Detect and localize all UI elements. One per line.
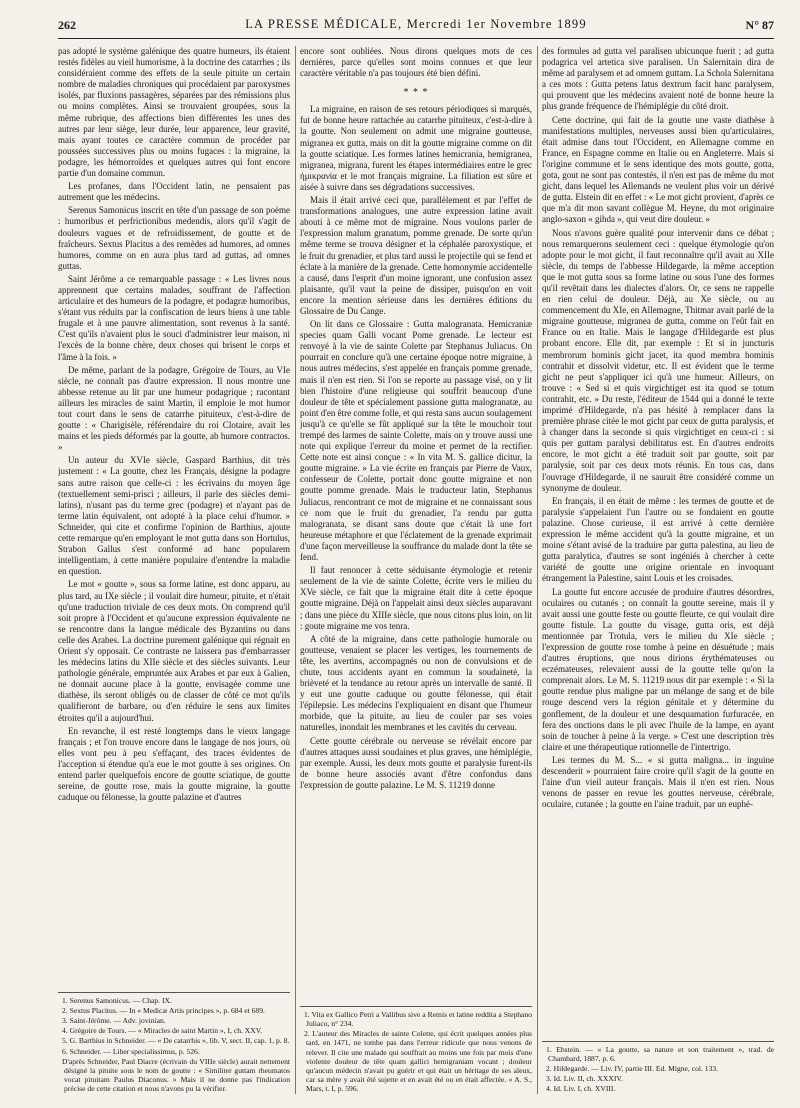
footnote: 3. Id. Liv. II, ch. XXXIV. (546, 1073, 623, 1083)
paragraph: Mais il était arrivé ceci que, parallèlement et par l'effet de transformations analogues, une autre expression latine avait abouti à ce même mot de migraine. Nous voulons parler de l'expression malum granatum, pomme grenade. De sorte qu'un même terme se trouva désigner et la céphalée paroxystique, et le fruit du grenadier, et plus tard aussi le projectile qui se fend et éclate à la manière de la grenade. Cette homonymie accidentelle a causé, dans l'esprit d'un moine ignorant, une confusion assez plaisante, qu'il vaut la peine de dissiper, puisqu'on en voit encore la mention sérieuse dans les dernières éditions du Glossaire de Du Cange. (300, 195, 532, 316)
footnote: 5. G. Barthius in Schneider. — « De catarrhis », lib. V, sect. II, cap. 1, p. 8. (62, 1036, 290, 1046)
footnote: 6. Schneider. — Liber specialissimus, p. 526. (62, 1046, 200, 1056)
footnote: 1. Serenus Samonicus. — Chap. IX. (62, 996, 172, 1006)
column-rule (295, 46, 296, 1094)
footnote: 4. Grégoire de Tours. — « Miracles de saint Martin », I, ch. XXV. (62, 1026, 263, 1036)
paragraph: De même, parlant de la podagre, Grégoire de Tours, au VIe siècle, ne connaît pas d'autre expression. Il nous montre une abbesse retenue au lit par une humeur podagrique ; racontant ailleurs les miracles de saint Martin, il emploie le mot humor tout court dans le sens de catarrhe pituiteux, c'est-à-dire de goutte : « Charigisèle, référendaire du roi Clotaire, avait les mains et les pieds déformés par la goutte, ab humore contractos. » (58, 364, 290, 453)
paragraph: Saint Jérôme a ce remarquable passage : « Les livres nous apprennent que certains malades, souffrant de l'affection articulaire et des humeurs de la podagre, et podagræ humoribus, s'étant vus réduits par la confiscation de leurs biens à une table frugale et à une pauvre alimentation, sont revenus à la santé. C'est qu'ils n'avaient plus le souci d'administrer leur maison, ni l'excès de la bonne chère, deux choses qui brisent le corps et l'âme à la fois. » (58, 273, 290, 362)
paragraph: Un auteur du XVIe siècle, Gaspard Barthius, dit très justement : « La goutte, chez les Français, désigne la podagre sans autre raison que celle-ci : les écrivains du moyen âge (textuellement semi-prisci ; ailleurs, il parle des siècles demi-latins), n'usant pas du terme grec (podagre) et n'ayant pas de terme latin équivalent, ont adopté à la place celui d'humor. » Schneider, qui cite et confirme l'opinion de Barthius, ajoute cette remarque qu'en employant le mot gutta dans son Hortulus, Strabon Gallus s'est conformé ad hanc popularem intelligentiam, à cette manière populaire d'entendre la maladie en question. (58, 455, 290, 577)
footnote: D'après Schneider, Paul Diacre (écrivain du VIIIe siècle) aurait nettement désigné la pituite sous le nom de goutte : « Similiter guttam rheumatos vocat pituitam Paulus Diaconus. » Mais il ne donne pas l'indication précise de cette citation et nous n'avons pu la vérifier. (62, 1056, 290, 1093)
paragraph: des formules ad gutta vel paralisen ubicunque fuerit ; ad gutta podagrica vel artetica sive paralisen. Un Salernitain dira de même ad paralysem et ad omnem guttam. La Schola Salernitana a ces mots : Gutta petens latus dextrum facit hanc paralysem, qui prouvent que les médecins avaient noté de bonne heure la plus grande fréquence de l'hémiplégie du côté droit. (542, 46, 774, 112)
footnote: 4. Id. Liv. I, ch. XVIII. (546, 1083, 616, 1093)
journal-title: LA PRESSE MÉDICALE, Mercredi 1er Novembre 1899 (245, 17, 587, 31)
paragraph: Serenus Samonicus inscrit en tête d'un passage de son poème : humoribus et perfrictionibus medendis, alors qu'il s'agit de douleurs vagues et de refroidissement, de goutte et de fraîcheurs. Sextus Placitus a des remèdes ad humores, ad omnes humores, comme on en aura plus tard ad guttas, ad omnes guttas. (58, 205, 290, 271)
footnote: 2. L'auteur des Miracles de sainte Colette, qui écrit quelques années plus tard, en 1471, ne tombe pas dans l'erreur ridicule que nous venons de relever. Il cite une malade qui souffrait au moins une fois par mois d'une violente douleur de tête quam gallici hemigraniam vocant ; douleur qu'aucun médecin n'avait pu guérir et qui était un héritage de ses aïeux, car sa mère y avait été sujette et en avait été ou en était affectée. « A. S., Mars, t. I, p. 596. (304, 1029, 532, 1093)
paragraph: Le mot « goutte », sous sa forme latine, est donc apparu, au plus tard, au IXe siècle ; il voulait dire humeur, pituite, et n'était qu'une traduction triviale de ces deux mots. On comprend qu'il soit propre à l'Occident et qu'aucune expression équivalente ne se rencontre dans la langue médicale des Byzantins ou dans celle des Arabes. La doctrine purement galénique qui régnait en Orient s'y opposait. Ce contraste ne laissera pas d'embarrasser les médecins latins du XIIe siècle et des siècles suivants. Leur pathologie générale, empruntée aux Arabes et par eux à Galien, ne donnait aucune place à la goutte, envisagée comme une diathèse, ils seront obligés ou de classer de côté ce mot qu'ils qualifieront de barbare, ou d'en réduire le sens aux limites étroites qu'il a aujourd'hui. (58, 579, 290, 723)
paragraph: Il faut renoncer à cette séduisante étymologie et retenir seulement de la vie de sainte Colette, écrite vers le milieu du XVe siècle, ce fait que la migraine était dite à cette époque goutte migraine. Déjà on l'appelait ainsi deux siècles auparavant ; dans une pièce du XIIIe siècle, que nous citons plus loin, on lit : goute migraine me vos tenra. (300, 565, 532, 631)
footnotes (542, 1041, 774, 1094)
page-header (58, 14, 774, 39)
footnotes (58, 992, 290, 1094)
footnote: 2. Sextus Placitus. — In « Medicæ Artis principes », p. 684 et 689. (62, 1006, 265, 1016)
column-3 (542, 46, 774, 1094)
article-columns (58, 46, 774, 1094)
paragraph: Cette goutte cérébrale ou nerveuse se révélait encore par d'autres attaques aussi soudaines et plus graves, une hémiplégie, par exemple. Aussi, les deux mots goutte et paralysie furent-ils de bonne heure associés avant d'être confondus dans l'expression de goutte palazine. Le M. S. 11219 donne (300, 735, 532, 790)
footnote: 1. Vita ex Gallico Petri a Vallibus sive a Remis et latine reddita a Stephano Juliaco, n° 234. (304, 1010, 532, 1029)
column-1 (58, 46, 290, 1094)
paragraph: A côté de la migraine, dans cette pathologie humorale ou goutteuse, venaient se placer les vertiges, les tournements de tête, les avertins, accompagnés ou non de convulsions et de chute, tous accidents ayant en commun la soudaineté, la brièveté et la tendance au retour après un intervalle de santé. Il y eut une goutte caduque ou goutte félonesse, qui était l'épilepsie. Les médecins l'expliquaient en disant que l'humeur morbide, que la pituite, au lieu de couler par ses voies naturelles, inondait les membranes et les cavités du cerveau. (300, 633, 532, 733)
paragraph: On lit dans ce Glossaire : Gutta malogranata. Hemicraniæ species quam Galli vocant Pome grenade. Le lecteur est renvoyé à la vie de sainte Colette par Stephanus Juliacus. On pourrait en conclure qu'à une certaine époque notre migraine, à nous autres médecins, s'est appelée en français pomme grenade, mais il n'en est rien. Si l'on se reporte au passage visé, on y lit bien l'histoire d'une religieuse qui souffrit beaucoup d'une douleur de tête et spécialement passione gutta malogranatæ, au point d'en être comme folle, et qui resta sans aucun soulagement jusqu'à ce qu'elle se fût appliqué sur la tête le mouchoir tout trempé des larmes de sainte Colette, mais on y trouve aussi une note qui explique l'erreur du moine et permet de la rectifier. Cette note est ainsi conçue : « In vita M. S. gallice dicitur, la goutte migraine. » La vie écrite en français par Pierre de Vaux, confesseur de Colette, portait donc goutte migraine et non goutte pomme grenade. Mais le traducteur latin, Stephanus Juliacus, rencontrant ce mot de migraine et ne connaissant sous ce nom que le fruit du grenadier, l'a rendu par gutta malogranata, se disant sans doute que c'était là une fort heureuse métaphore et que l'éclatement de la grenade exprimait d'une façon merveilleuse la souffrance du malade dont la tête se fend. (300, 319, 532, 563)
column-rule (537, 46, 538, 1094)
paragraph: Nous n'avons guère qualité pour intervenir dans ce débat ; nous remarquerons seulement ceci : quelque étymologie qu'on adopte pour le mot gicht, il faut reconnaître qu'il avait au XIIe siècle, du temps de l'abbesse Hildegarde, la même acception que le mot gutta sous sa forme latine ou sous l'une des formes qu'il revêtait dans les dialectes d'alors. Or, ce sens ne rappelle en rien celui de douleur. Déjà, au Xe siècle, ou au commencement du XIe, en Allemagne, Thitmar avait parlé de la migraine goutteuse, migranea de gutta, comme on l'eût fait en France ou en Italie. Mais le langage d'Hildegarde est plus probant encore. Elle dit, par exemple : Et si in juncturis membrorum hominis gicht jacet, ita quod membra hominis contrahit et dissolvit videtur, etc. Il est évident que le terme gicht ne peut s'appliquer ici qu'à une humeur. Ailleurs, on trouve : « Sed si et quis virgichtiget est ita quod se totum contrahit, etc. » Du reste, l'éditeur de 1544 qui a donné le texte imprimé d'Hildegarde, n'a pas hésité à remplacer dans la première phrase citée le mot gicht par ceux de gutta paralysis, et à changer dans la seconde si quis virgichtiget en ceux-ci : si quis per guttam paralysi debilitatus est. En d'autres endroits encore, le mot gicht a été traduit soit par goutte, soit par paralysie, soit par ces deux mots réunis. En tous cas, dans l'ouvrage d'Hildegarde, il ne saurait être considéré comme un synonyme de douleur. (542, 227, 774, 493)
paragraph: Les termes du M. S... « si gutta maligna... in inguine descenderit » pourraient faire croire qu'il s'agit de la goutte en l'aine d'un vieil auteur français. Mais il n'en est rien. Nous venons de passer en revue les gouttes nerveuse, cérébrale, oculaire, cutanée ; la goutte en l'aine traduit, par un euphé- (542, 754, 774, 810)
footnote: 3. Saint-Jérôme. — Adv. jovinian. (62, 1016, 166, 1026)
newspaper-page (58, 14, 774, 1096)
footnote: 2. Hildegarde. — Liv. IV, partie III. Ed. Migne, col. 133. (546, 1063, 719, 1073)
section-separator: * * * (403, 87, 429, 99)
paragraph: pas adopté le système galénique des quatre humeurs, ils étaient restés fidèles au vieil humorisme, à la doctrine des catarrhes ; ils considéraient comme des effets de la seule pituite un certain nombre de maladies chroniques qui procédaient par paroxysmes isolés, par fluxions passagères, séparées par des rémissions plus ou moins complètes. Ainsi se trouvaient groupées, sous la même rubrique, des affections bien différentes les unes des autres par leur siège, leur durée, leur apparence, leur gravité, mais ayant toutes ce caractère commun de procéder par poussées successives plus ou moins fugaces : la migraine, la podagre, les hémorroïdes et quelques autres qui font encore partie d'un domaine commun. (58, 46, 290, 179)
page-number: 262 (58, 18, 76, 32)
paragraph: La migraine, en raison de ses retours périodiques si marqués, fut de bonne heure rattachée au catarrhe pituiteux, c'est-à-dire à la goutte. Non seulement on admit une migraine goutteuse, migranea ex gutta, mais on dit la goutte migraine comme on dit la goutte sciatique. Les formes latines hemicrania, hemigranea, migranea, migrana, furent les étapes intermédiaires entre le grec ἡμικρανία et le mot français migraine. La filiation est sûre et aisée à suivre dans ses dégradations successives. (300, 104, 532, 192)
column-2 (300, 46, 532, 1094)
paragraph: Cette doctrine, qui fait de la goutte une vaste diathèse à manifestations multiples, nerveuses aussi bien qu'articulaires, était admise dans tout l'Occident, en Allemagne comme en France, en Espagne comme en Italie ou en Angleterre. Mais si l'origine commune et le sens identique des mots goutte, gotta, gota, gout ne sont pas contestés, il n'en est pas de même du mot gicht, dans lequel les Allemands ne veulent plus voir un dérivé de gutta. Elstein dit en effet : « Le mot gicht provient, d'après ce que m'a dit mon savant collègue M. Heyne, du mot originaire anglo-saxon « gihda », qui veut dire douleur. » (542, 114, 774, 225)
paragraph: En français, il en était de même : les termes de goutte et de paralysie s'appelaient l'un l'autre ou se fondaient en goutte palazine. Chose curieuse, il est arrivé à cette dernière expression le même accident qu'à la goutte migraine, et un moine s'étant avisé de la traduire par gutta palestina, au lieu de gutta paralytica, d'autres se sont ingéniés à chercher à cette variété de goutte une origine orientale en invoquant étrangement la Palestine, saint Louis et les croisades. (542, 495, 774, 584)
paragraph: En revanche, il est resté longtemps dans le vieux langage français ; et l'on trouve encore dans le langage de nos jours, où elles vont peu à peu s'effaçant, des traces évidentes de l'acception si étendue qu'a eue le mot goutte à ses origines. On entend parler quelquefois encore de goutte sciatique, de goutte sereine, de goutte rose, mais la goutte migraine, la goutte caduque ou félonesse, la goutte palazine et d'autres (58, 725, 290, 803)
issue-number: N° 87 (745, 18, 774, 32)
paragraph: Les profanes, dans l'Occident latin, ne pensaient pas autrement que les médecins. (58, 181, 290, 203)
paragraph: encore sont oubliées. Nous dirons quelques mots de ces dernières, parce qu'elles sont moins connues et que leur caractère véritable n'a pas toujours été bien défini. (300, 46, 532, 79)
footnotes (300, 1006, 532, 1094)
footnote: 1. Ebstein. — « La goutte, sa nature et son traitement », trad. de Chambard, 1887, p. 6. (546, 1044, 774, 1063)
paragraph: La goutte fut encore accusée de produire d'autres désordres, oculaires ou cutanés ; on connaît la goutte sereine, mais il y avait aussi une goutte feste ou goutte fleurte, ce qui voulait dire goutte fistule. La goutte du visage, gutta oris, est déjà mentionnée par Trotula, vers le milieu du XIe siècle ; l'expression de goutte rose tombe à peine en désuétude ; mais d'autres éruptions, que nous dirions érythémateuses ou eczémateuses, relevaient aussi de la goutte telle qu'on la comprenait alors. Le M. S. 11219 nous dit par exemple : « Si la goutte rendue plus maligne par un mélange de sang et de bile rouge descend vers la région génitale et y détermine du gonflement, de la douleur et une desquamation furfuracée, en fera des onctions dans le pli avec l'huile de la lampe, en ayant soin de toucher à peine à la verge. » C'est une description très claire et une thérapeutique rationnelle de l'intertrigo. (542, 586, 774, 752)
